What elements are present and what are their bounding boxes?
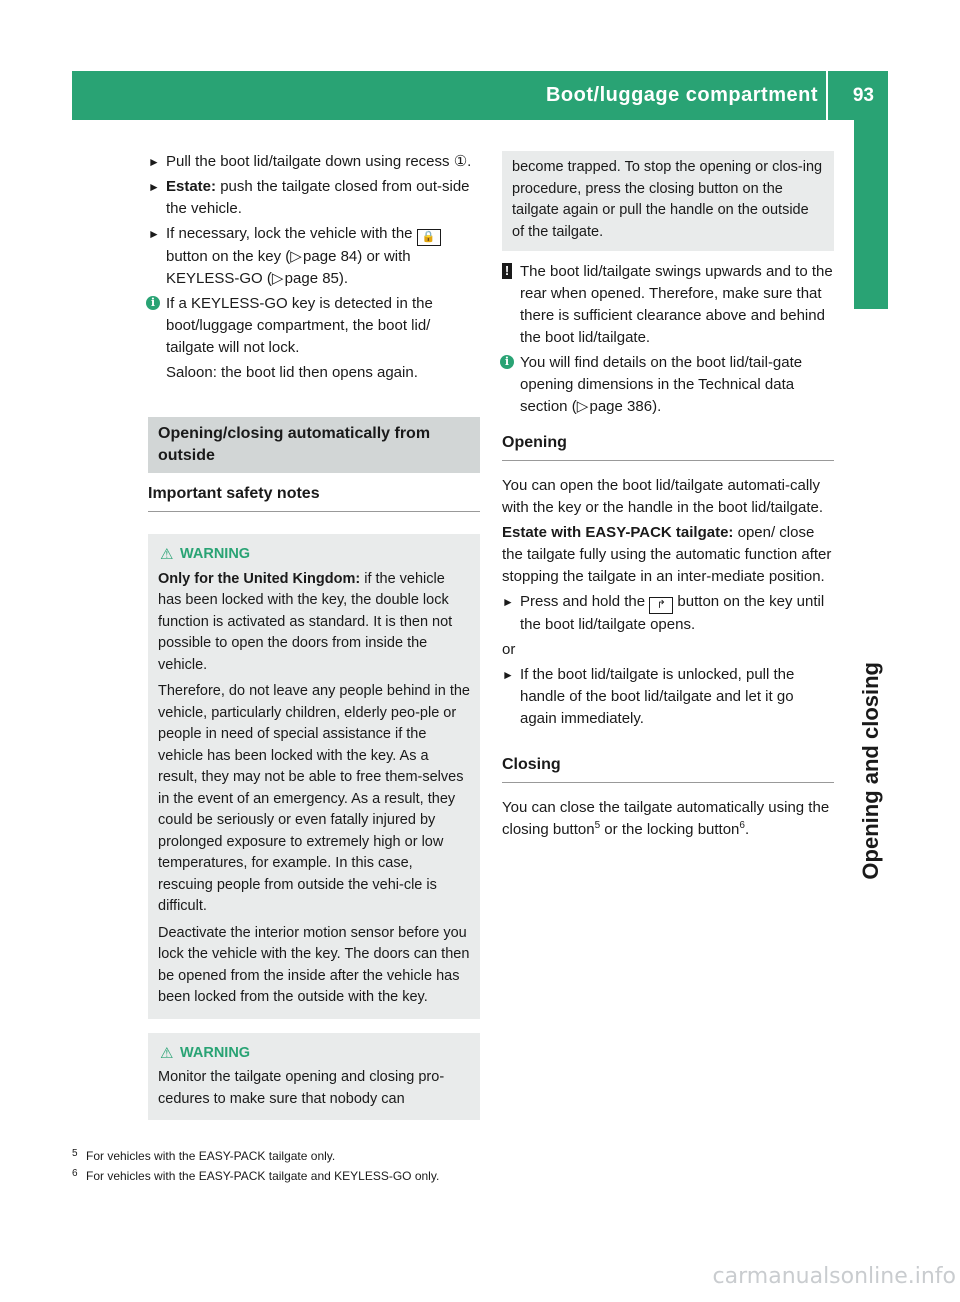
footnote-ref-6[interactable]: 6	[739, 820, 745, 831]
warning-paragraph: Monitor the tailgate opening and closing pro-cedures to make sure that nobody can	[158, 1069, 445, 1107]
page-number: 93	[852, 85, 874, 106]
page-ref-arrow-icon: ▷	[271, 270, 285, 287]
info-icon: i	[146, 296, 160, 310]
page-link-386[interactable]: page 386	[589, 398, 653, 415]
warning-title: ⚠ WARNING	[158, 1043, 470, 1065]
lock-icon: 🔒	[417, 229, 441, 246]
footnote-ref-5[interactable]: 5	[594, 820, 601, 831]
step-pull-boot-lid: ► Pull the boot lid/tailgate down using recess ①.	[148, 151, 480, 173]
step-estate-push: ► Estate: push the tailgate closed from out-side the vehicle.	[148, 178, 470, 217]
side-tab-marker	[854, 120, 888, 309]
heading-closing: Closing	[502, 754, 834, 783]
header-separator	[826, 71, 828, 120]
tailgate-icon: ↱	[649, 597, 673, 614]
warning-paragraph: Therefore, do not leave any people behind in the vehicle, particularly children, elderly peo-ple or people in need of special assistance if the vehicle has been locked with the key. As a result, they may not be able to free them-selves in the event of an emergency. As a result, they could be seriously or even fatally injured by prolonged exposure to extremely high or low temperatures, for example. In this case, rescuing people from outside the vehi-cle is difficult.	[158, 683, 470, 914]
section-title: Opening/closing automatically from outside	[148, 417, 480, 473]
arrow-right-icon: ►	[148, 180, 160, 194]
arrow-right-icon: ►	[148, 155, 160, 169]
opening-paragraph: You can open the boot lid/tailgate automati-cally with the key or the handle in the boot lid/tailgate.	[502, 477, 824, 516]
warning-triangle-icon: ⚠	[160, 546, 174, 563]
left-column	[148, 151, 480, 1120]
page-ref-arrow-icon: ▷	[576, 398, 590, 415]
or-text: or	[502, 641, 516, 658]
page-ref-arrow-icon: ▷	[290, 248, 304, 265]
warning-paragraph: Only for the United Kingdom: if the vehicle has been locked with the key, the double lock function is activated as standard. It is then not possible to open the doors from inside the vehicle.	[158, 570, 453, 673]
arrow-right-icon: ►	[502, 668, 514, 682]
warning-triangle-icon: ⚠	[160, 1044, 174, 1062]
info-dimensions-note: i You will find details on the boot lid/tail-gate opening dimensions in the Technical data section (▷ page 386).	[502, 352, 834, 418]
saloon-note: Saloon: the boot lid then opens again.	[166, 364, 418, 381]
footnote-5: 5 For vehicles with the EASY-PACK tailgate only.	[72, 1146, 832, 1166]
watermark[interactable]: carmanualsonline.info	[712, 1264, 956, 1289]
estate-paragraph: Estate with EASY-PACK tailgate: open/ close the tailgate fully using the automatic function after stopping the tailgate in an inter-mediate position.	[502, 524, 832, 585]
recess-ref-1: ①	[453, 153, 468, 170]
header-title: Boot/luggage compartment	[545, 84, 818, 106]
page-link-84[interactable]: page 84	[303, 248, 358, 265]
arrow-right-icon: ►	[502, 595, 514, 609]
header-bar	[72, 71, 888, 120]
warning-box-1	[148, 534, 480, 1019]
exclamation-icon: !	[502, 263, 512, 279]
arrow-right-icon: ►	[148, 227, 160, 241]
subheading-safety-notes: Important safety notes	[148, 483, 480, 512]
footnote-number: 6	[72, 1168, 78, 1179]
footnote-6: 6 For vehicles with the EASY-PACK tailgate and KEYLESS-GO only.	[72, 1166, 832, 1186]
page-link-85[interactable]: page 85	[284, 270, 339, 287]
caution-note: ! The boot lid/tailgate swings upwards and to the rear when opened. Therefore, make sure that there is sufficient clearance above and behind the boot lid/tailgate.	[502, 261, 834, 349]
info-keyless-go-note: i If a KEYLESS-GO key is detected in the boot/luggage compartment, the boot lid/ tailgate will not lock.	[148, 293, 480, 359]
warning-continuation: become trapped. To stop the opening or clos-ing procedure, press the closing button on the tailgate again or pull the handle on the outside of the tailgate.	[502, 151, 834, 251]
warning-title: ⚠ WARNING	[158, 544, 470, 566]
footnotes	[72, 1146, 832, 1186]
side-label: Opening and closing	[858, 662, 883, 880]
step-lock-vehicle: ► If necessary, lock the vehicle with the 🔒 button on the key (▷ page 84) or with KEYLESS-GO (▷ page 85).	[148, 223, 480, 290]
footnote-number: 5	[72, 1148, 78, 1159]
side-label-container	[856, 662, 886, 992]
heading-opening: Opening	[502, 432, 834, 461]
right-column	[502, 151, 834, 844]
warning-paragraph: Deactivate the interior motion sensor before you lock the vehicle with the key. The doors can then be opened from the inside after the vehicle has been locked from the outside with the key.	[158, 924, 470, 1005]
closing-paragraph: You can close the tailgate automatically using the closing button$^5$ or the locking button$^6$.	[502, 799, 830, 838]
info-icon: i	[500, 355, 514, 369]
warning-box-2	[148, 1033, 480, 1121]
step-pull-handle: ► If the boot lid/tailgate is unlocked, pull the handle of the boot lid/tailgate and let it go again immediately.	[502, 666, 795, 727]
step-press-hold: ► Press and hold the ↱ button on the key until the boot lid/tailgate opens.	[502, 593, 825, 633]
